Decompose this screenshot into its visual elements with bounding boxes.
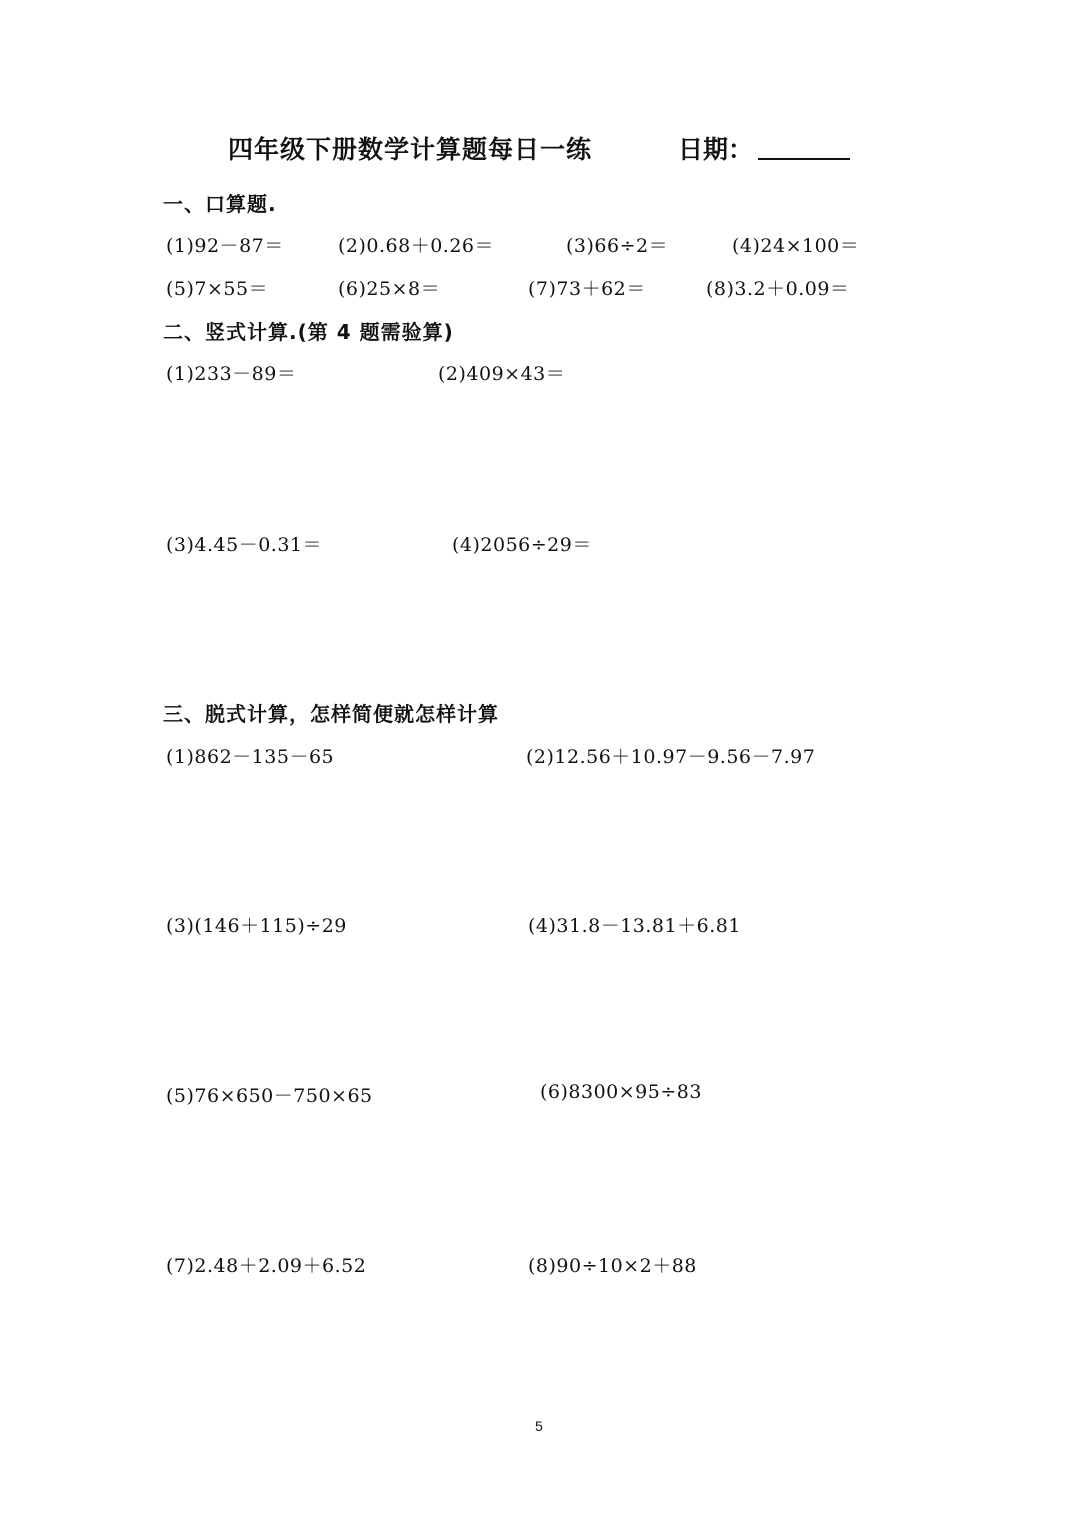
s1-question-2: (2)0.68＋0.26＝ [338, 235, 495, 257]
s1-question-4: (4)24×100＝ [732, 235, 860, 257]
s3-question-1: (1)862－135－65 [166, 746, 335, 768]
s1-question-8: (8)3.2＋0.09＝ [706, 278, 850, 300]
worksheet-title: 四年级下册数学计算题每日一练 [228, 135, 593, 164]
s1-question-1: (1)92－87＝ [166, 235, 284, 257]
s2-question-3: (3)4.45－0.31＝ [166, 534, 323, 556]
date-blank-line [758, 158, 850, 160]
s3-question-4: (4)31.8－13.81＋6.81 [528, 915, 741, 937]
date-label: 日期： [678, 135, 754, 164]
page-number: 5 [535, 1418, 543, 1434]
s3-question-6: (6)8300×95÷83 [540, 1081, 702, 1103]
s3-question-5: (5)76×650－750×65 [166, 1085, 373, 1107]
section-2-heading: 二、竖式计算.(第 4 题需验算) [163, 320, 454, 344]
s1-question-5: (5)7×55＝ [166, 278, 269, 300]
s2-question-4: (4)2056÷29＝ [452, 534, 592, 556]
s1-question-6: (6)25×8＝ [338, 278, 441, 300]
s3-question-8: (8)90÷10×2＋88 [528, 1255, 697, 1277]
s3-question-7: (7)2.48＋2.09＋6.52 [166, 1255, 367, 1277]
s3-question-3: (3)(146＋115)÷29 [166, 915, 347, 937]
section-3-heading: 三、脱式计算，怎样简便就怎样计算 [163, 702, 499, 726]
s3-question-2: (2)12.56＋10.97－9.56－7.97 [526, 746, 816, 768]
section-1-heading: 一、口算题. [163, 192, 277, 216]
s1-question-7: (7)73＋62＝ [528, 278, 646, 300]
s2-question-1: (1)233－89＝ [166, 363, 297, 385]
s2-question-2: (2)409×43＝ [438, 363, 566, 385]
s1-question-3: (3)66÷2＝ [566, 235, 669, 257]
